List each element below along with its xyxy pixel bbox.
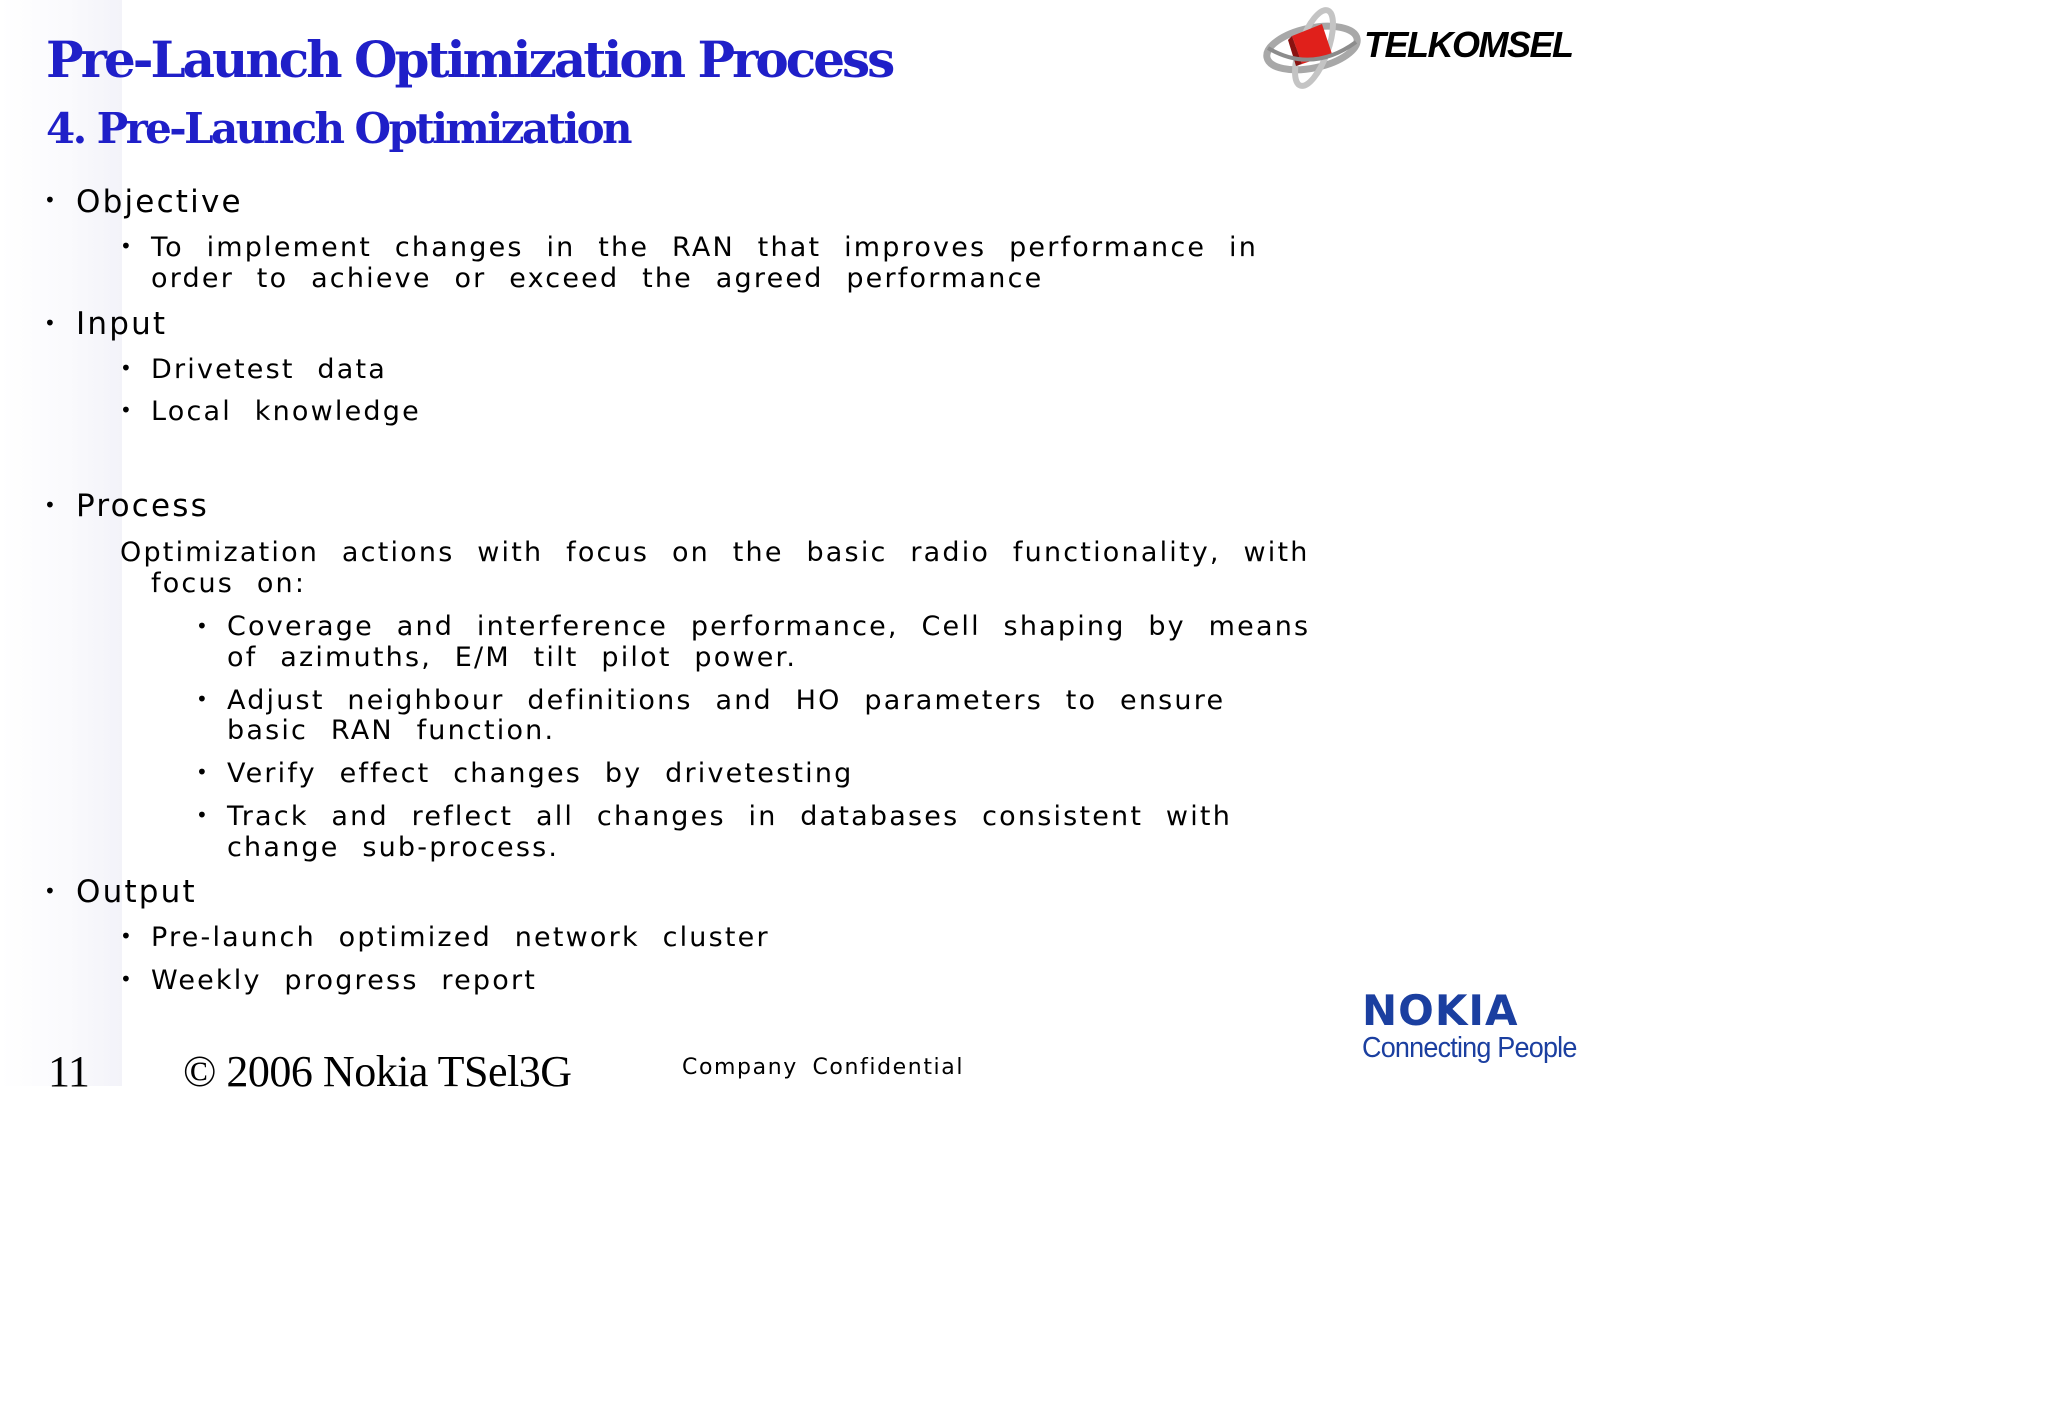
bullet-dot: • bbox=[120, 356, 132, 380]
output-heading: Output bbox=[76, 874, 197, 910]
process-heading: Process bbox=[76, 488, 209, 524]
objective-text-line1: To implement changes in the RAN that improves performance in bbox=[151, 232, 1259, 263]
list-item: Pre-launch optimized network cluster bbox=[151, 922, 770, 953]
bullet-dot: • bbox=[44, 879, 56, 903]
left-gradient-band bbox=[0, 0, 122, 1086]
process-intro-line1: Optimization actions with focus on the basic radio functionality, with bbox=[120, 537, 1310, 568]
bullet-dot: • bbox=[44, 188, 56, 212]
bullet-dot: • bbox=[120, 398, 132, 422]
nokia-tagline: Connecting People bbox=[1362, 1032, 1577, 1064]
process-item-line1: Track and reflect all changes in databases consistent with bbox=[227, 801, 1233, 832]
bullet-dot: • bbox=[44, 493, 56, 517]
telkomsel-wordmark: TELKOMSEL bbox=[1364, 24, 1573, 65]
bullet-dot: • bbox=[120, 234, 132, 258]
slide-title: Pre-Launch Optimization Process bbox=[46, 30, 893, 89]
slide-subtitle: 4. Pre-Launch Optimization bbox=[46, 104, 630, 153]
bullet-dot: • bbox=[44, 311, 56, 335]
process-item-line2: basic RAN function. bbox=[227, 715, 556, 746]
nokia-logo bbox=[1362, 986, 1577, 1064]
list-item: Drivetest data bbox=[151, 354, 388, 385]
objective-heading: Objective bbox=[76, 184, 243, 220]
input-heading: Input bbox=[76, 306, 168, 342]
bullet-dot: • bbox=[196, 687, 208, 711]
process-item-line1: Verify effect changes by drivetesting bbox=[227, 758, 854, 789]
bullet-dot: • bbox=[120, 924, 132, 948]
confidential-label: Company Confidential bbox=[682, 1055, 965, 1080]
bullet-dot: • bbox=[196, 614, 208, 638]
bullet-dot: • bbox=[120, 967, 132, 991]
bullet-dot: • bbox=[196, 803, 208, 827]
nokia-wordmark: NOKIA bbox=[1362, 986, 1519, 1035]
page-number: 11 bbox=[48, 1047, 90, 1096]
telkomsel-logo bbox=[1262, 2, 1573, 94]
list-item: Local knowledge bbox=[151, 396, 421, 427]
bullet-dot: • bbox=[196, 760, 208, 784]
process-intro-line2: focus on: bbox=[151, 568, 307, 599]
process-item-line1: Adjust neighbour definitions and HO parameters to ensure bbox=[227, 685, 1226, 716]
process-item-line2: of azimuths, E/M tilt pilot power. bbox=[227, 642, 798, 673]
process-item-line1: Coverage and interference performance, Cell shaping by means bbox=[227, 611, 1311, 642]
copyright-text: © 2006 Nokia TSel3G bbox=[183, 1047, 572, 1096]
process-item-line2: change sub-process. bbox=[227, 832, 560, 863]
objective-text-line2: order to achieve or exceed the agreed performance bbox=[151, 263, 1044, 294]
telkomsel-emblem-icon bbox=[1262, 2, 1362, 94]
list-item: Weekly progress report bbox=[151, 965, 538, 996]
